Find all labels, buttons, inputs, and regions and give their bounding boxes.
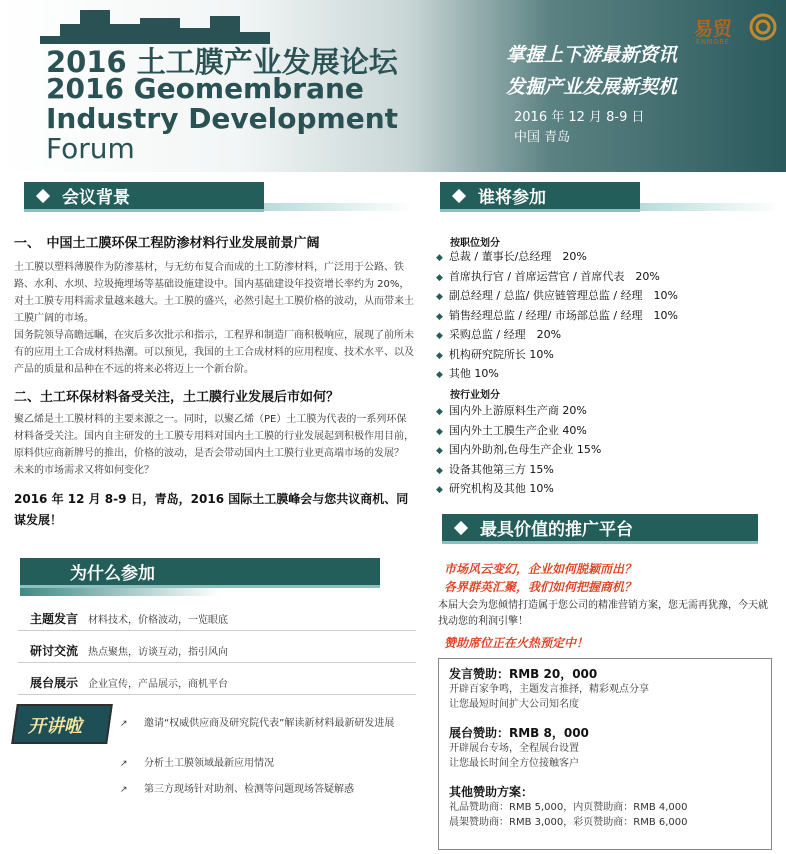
list-item-text: 机构研究院所长 10% (448, 347, 554, 361)
other-sponsor-title: 其他赞助方案： (449, 785, 534, 799)
heading-2: 二、土工环保材料备受关注，土工膜行业发展后市如何？ (14, 390, 340, 405)
list-item (436, 365, 678, 385)
section-banner-platform (442, 514, 758, 544)
arrow-icon: ↗ (120, 785, 128, 795)
open-talk-badge (11, 704, 113, 744)
header-banner (0, 0, 786, 172)
industry-list-title: 按行业划分 (450, 390, 500, 401)
title-english-line-3: Forum (46, 132, 135, 165)
logo-chinese: 易贸 (694, 18, 733, 40)
section-banner-background (24, 182, 264, 212)
diamond-icon (454, 520, 468, 534)
why-row-discussion (30, 642, 228, 659)
paragraph-2: 国务院领导高瞻远瞩，在灾后多次批示和指示，工程界和制造厂商积极响应，展现了前所未有的应用土工合成材料热潮。可以预见，我国的土工合成材料的应用程度、技术水平、以及产品的质量和品种在不远的将来必将迈上一个新台阶。 (14, 330, 414, 375)
divider (18, 694, 416, 695)
list-item-text: 总裁 / 董事长/总经理 20% (448, 250, 587, 263)
bullet-dot-icon: ◆ (436, 485, 443, 495)
event-place: 中国 青岛 (514, 130, 571, 145)
bullet-dot-icon: ◆ (436, 253, 443, 263)
promo-red-line-2: 各界群英汇聚，我们如何把握商机？ (444, 580, 637, 594)
logo-english: ENMORE (696, 38, 730, 46)
title-english-line-1: 2016 Geomembrane (46, 72, 364, 105)
diamond-icon (452, 188, 466, 202)
bullet-dot-icon: ◆ (436, 370, 443, 380)
why-row-exhibit (30, 674, 228, 691)
promo-red-line-1: 市场风云变幻，企业如何脱颖而出？ (444, 562, 637, 576)
bullet-text: 第三方现场针对助剂、检测等问题现场答疑解惑 (144, 784, 354, 795)
banner-tail (264, 203, 414, 211)
why-row-value: 企业宣传，产品展示，商机平台 (88, 679, 229, 690)
title-chinese: 2016 土工膜产业发展论坛 (46, 45, 398, 79)
sponsor-box (438, 658, 772, 850)
bullet-item (120, 756, 410, 772)
speech-sponsor-line: 开辟百家争鸣，主题发言推择，精彩观点分享 (449, 684, 649, 695)
list-item-text: 其他 10% (448, 367, 499, 380)
list-item (436, 480, 601, 500)
list-item (436, 461, 601, 481)
list-item-text: 国内外上游原料生产商 20% (448, 404, 587, 417)
banner-title: 会议背景 (62, 188, 130, 208)
banner-title: 最具价值的推广平台 (480, 520, 633, 540)
bullet-dot-icon: ◆ (436, 272, 443, 283)
bullet-text: 邀请“权威供应商及研究院代表”解读新材料最新研发进展 (144, 718, 395, 729)
list-item (436, 441, 601, 461)
booth-sponsor-title: 展台赞助：RMB 8，000 (449, 726, 589, 740)
speech-sponsor-line: 让您最短时间扩大公司知名度 (449, 699, 579, 710)
paragraph-1: 土工膜以塑料薄膜作为防渗基材，与无纺布复合而成的土工防渗材料，广泛用于公路、铁路、水利、水坝、垃圾掩埋场等基础设施建设中。国内基础建设年投资增长率约为 20%，对土工膜专用料需求量越来越大。土工膜的盛兴，必然引起土工膜价格的波动，从而带来土工膜广阔的市场。 (14, 262, 414, 324)
why-row-value: 材料技术，价格波动，一览眼底 (88, 615, 229, 626)
position-list-title: 按职位划分 (450, 238, 500, 249)
banner-title: 谁将参加 (478, 188, 546, 208)
logo-swirl-icon (746, 12, 780, 42)
list-item (436, 346, 678, 366)
promo-red-line-3: 赞助席位正在火热预定中！ (444, 636, 589, 650)
list-item (436, 402, 601, 422)
background-section (14, 232, 414, 531)
list-item-text: 国内外土工膜生产企业 40% (448, 423, 587, 437)
paragraph-3: 聚乙烯是土工膜材料的主要来源之一。同时，以聚乙烯（PE）土工膜为代表的一系列环保材料备受关注。国内自主研发的土工膜专用料对国内土工膜的行业发展起到积极作用目前，原料供应商新牌号的推出，价格的波动，是否会带动国内土工膜行业更高端市场的发展？ 未来的市场需求又将如何变化？ (14, 414, 414, 476)
list-item-text: 首席执行官 / 首席运营官 / 首席代表 20% (448, 269, 660, 283)
speech-sponsor-title: 发言赞助：RMB 20，000 (449, 667, 598, 681)
bullet-item (120, 716, 410, 732)
bullet-item (120, 782, 420, 798)
list-item-text: 销售经理总监 / 经理/ 市场部总监 / 经理 10% (448, 308, 678, 322)
bullet-dot-icon: ◆ (436, 426, 443, 437)
why-row-key: 主题发言 (30, 612, 79, 626)
why-row-key: 研讨交流 (30, 644, 79, 658)
bullet-dot-icon: ◆ (436, 465, 443, 476)
bullet-dot-icon: ◆ (436, 446, 443, 456)
divider (18, 630, 416, 631)
slogan-1: 掌握上下游最新资讯 (506, 44, 678, 66)
list-item (436, 326, 678, 346)
list-item-text: 国内外助剂,色母生产企业 15% (448, 443, 602, 456)
closing-statement: 2016 年 12 月 8-9 日，青岛，2016 国际土工膜峰会与您共议商机、同谋发展！ (14, 492, 409, 527)
why-row-speech (30, 610, 228, 627)
bullet-dot-icon: ◆ (436, 292, 443, 302)
bullet-dot-icon: ◆ (436, 350, 443, 361)
booth-sponsor-line: 开辟展台专场，全程展台设置 (449, 743, 579, 754)
badge-text: 开讲啦 (27, 716, 82, 737)
list-item (436, 422, 601, 442)
banner-tail (20, 588, 220, 596)
other-sponsor-line: 礼品赞助商：RMB 5,000，内页赞助商：RMB 4,000 (449, 802, 688, 813)
bullet-dot-icon: ◆ (436, 331, 443, 341)
list-item-text: 研究机构及其他 10% (448, 482, 554, 495)
why-row-key: 展台展示 (30, 676, 79, 690)
bullet-dot-icon: ◆ (436, 407, 443, 417)
heading-1: 一、 中国土工膜环保工程防渗材料行业发展前景广阔 (14, 236, 320, 251)
banner-title: 为什么参加 (70, 564, 155, 584)
diamond-icon (36, 188, 50, 202)
why-row-value: 热点聚焦，访谈互动，指引风向 (88, 647, 229, 658)
list-item-text: 采购总监 / 经理 20% (448, 328, 562, 341)
list-item-text: 设备其他第三方 15% (448, 462, 554, 476)
arrow-icon: ↗ (120, 759, 128, 769)
slogan-2: 发掘产业发展新契机 (506, 76, 678, 98)
event-date: 2016 年 12 月 8-9 日 (514, 110, 645, 125)
bullet-text: 分析土工膜领域最新应用情况 (144, 758, 274, 769)
list-item (436, 307, 678, 327)
other-sponsor-line: 晨架赞助商：RMB 3,000，彩页赞助商：RMB 6,000 (449, 817, 688, 828)
arrow-icon: ↗ (120, 719, 128, 729)
list-item (436, 268, 678, 288)
enmore-logo (694, 10, 782, 50)
section-banner-who (440, 182, 640, 212)
promo-intro: 本届大会为您倾情打造属于您公司的精准营销方案，您无需再犹豫，今天就找动您的利润引擎！ (438, 600, 768, 627)
banner-tail (640, 203, 780, 211)
section-banner-why (20, 558, 380, 588)
title-english-line-2: Industry Development (46, 102, 399, 135)
bullet-dot-icon: ◆ (436, 311, 443, 322)
booth-sponsor-line: 让您最长时间全方位接触客户 (449, 758, 579, 769)
divider (18, 662, 416, 663)
industry-list (436, 402, 601, 500)
list-item (436, 287, 678, 307)
list-item-text: 副总经理 / 总监/ 供应链管理总监 / 经理 10% (448, 289, 678, 302)
position-list (436, 248, 678, 385)
list-item (436, 248, 678, 268)
